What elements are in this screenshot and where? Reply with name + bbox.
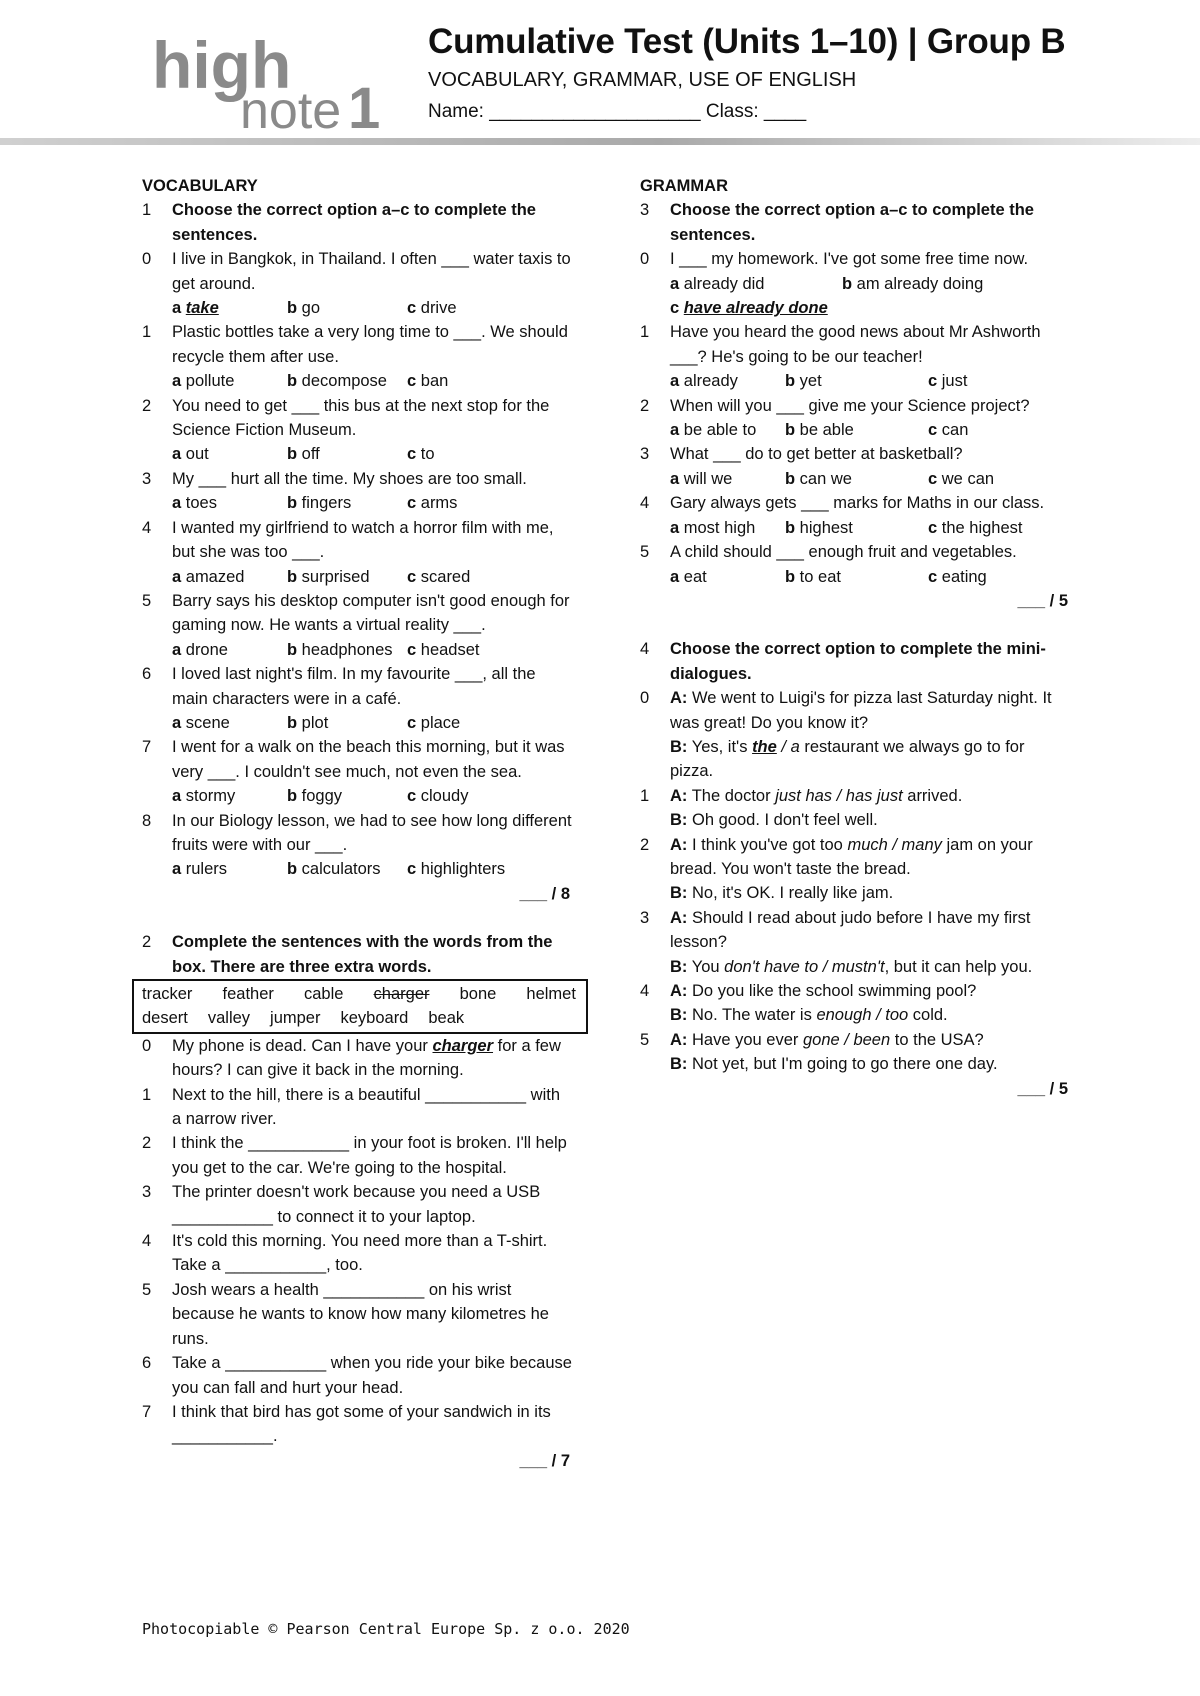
high-note-logo bbox=[152, 28, 392, 138]
vocabulary-column bbox=[142, 174, 576, 1473]
option-b: b decompose bbox=[287, 372, 387, 391]
exercise-4-instruction: 4 Choose the correct option to complete the mini-dialogues. bbox=[640, 640, 1046, 683]
answer-options bbox=[142, 369, 572, 393]
exercise-2-items bbox=[142, 1083, 572, 1449]
option-b: b surprised bbox=[287, 567, 370, 586]
box-word: jumper bbox=[270, 1009, 321, 1028]
box-word: helmet bbox=[526, 985, 576, 1003]
answer-options bbox=[142, 784, 572, 808]
word-box-row bbox=[134, 1006, 586, 1030]
option-c: c arms bbox=[407, 494, 458, 513]
dialogue-item: 1 A: The doctor just has / has just arrived. bbox=[640, 786, 963, 805]
dialogue-item: 4 A: Do you like the school swimming pool? bbox=[640, 982, 977, 1000]
option-c: c scared bbox=[407, 567, 471, 586]
option-c: c place bbox=[407, 713, 461, 732]
option-b: b calculators bbox=[287, 860, 381, 879]
box-word: bone bbox=[459, 985, 497, 1003]
grammar-heading: GRAMMAR bbox=[640, 177, 728, 195]
option-a: a will we bbox=[670, 469, 733, 488]
dialogue-item: B: No, it's OK. I really like jam. bbox=[670, 884, 894, 903]
box-word: valley bbox=[207, 1009, 251, 1028]
exercise-3-instruction: 3 Choose the correct option a–c to complete the sentences. bbox=[640, 201, 1034, 244]
option-b: b be able bbox=[785, 421, 854, 440]
option-a: a most high bbox=[670, 518, 756, 537]
option-b: b fingers bbox=[287, 494, 352, 513]
option-a: a stormy bbox=[172, 787, 236, 806]
option-b: b headphones bbox=[287, 640, 393, 659]
option-c: c the highest bbox=[928, 518, 1023, 537]
question-item: 3 My ___ hurt all the time. My shoes are too small. bbox=[142, 469, 527, 488]
box-word: beak bbox=[428, 1009, 465, 1028]
svg-text:1: 1 bbox=[348, 76, 381, 138]
option-b: b plot bbox=[287, 713, 329, 732]
example-answer: have already done bbox=[683, 299, 828, 318]
dialogue-item: 2 A: I think you've got too much / many jam on your bread. You won't taste the bread. bbox=[640, 835, 1033, 878]
svg-text:high: high bbox=[152, 28, 292, 102]
answer-options bbox=[640, 516, 1070, 540]
exercise-2-example: 0 My phone is dead. Can I have your charger for a few hours? I can give it back in the morning. bbox=[142, 1036, 561, 1080]
option-c: c ban bbox=[407, 372, 449, 391]
option-a: a rulers bbox=[172, 860, 228, 879]
option-b: b highest bbox=[785, 518, 853, 537]
option-a: a be able to bbox=[670, 421, 757, 440]
box-word: feather bbox=[222, 985, 274, 1003]
word-box bbox=[132, 979, 588, 1034]
answer-options bbox=[640, 418, 1070, 442]
sentence-item: 7 I think that bird has got some of your sandwich in its ___________. bbox=[142, 1402, 551, 1446]
option-a: a toes bbox=[172, 494, 217, 513]
example-answer: charger bbox=[432, 1036, 494, 1055]
question-item: 2 When will you ___ give me your Science project? bbox=[640, 396, 1030, 415]
exercise-1-score: ___ / 8 bbox=[519, 884, 570, 903]
option-b: b can we bbox=[785, 469, 852, 488]
answer-options bbox=[142, 565, 572, 589]
option-a: a pollute bbox=[172, 372, 235, 391]
sentence-item: 2 I think the ___________ in your foot is broken. I'll help you get to the car. We're going to the hospital. bbox=[142, 1134, 567, 1177]
question-item: 4 Gary always gets ___ marks for Maths in our class. bbox=[640, 494, 1045, 513]
exercise-4-score: ___ / 5 bbox=[1017, 1079, 1068, 1098]
option-c: c drive bbox=[407, 299, 457, 318]
sentence-item: 4 It's cold this morning. You need more than a T-shirt. Take a ___________, too. bbox=[142, 1232, 548, 1275]
sentence-item: 1 Next to the hill, there is a beautiful ___________ with a narrow river. bbox=[142, 1085, 561, 1129]
dialogue-item: 5 A: Have you ever gone / been to the USA? bbox=[640, 1030, 984, 1049]
question-item: 7 I went for a walk on the beach this morning, but it was very ___. I couldn't see much, not even the sea. bbox=[142, 738, 565, 781]
answer-options: c have already done bbox=[670, 299, 828, 318]
option-c: c eating bbox=[928, 567, 987, 586]
question-item: 8 In our Biology lesson, we had to see how long different fruits were with our ___. bbox=[142, 811, 572, 854]
answer-options bbox=[640, 565, 1070, 589]
box-word: cable bbox=[304, 985, 344, 1003]
name-class-line: Name: ____________________ Class: ____ bbox=[428, 101, 807, 122]
answer-options: a already did b am already doing bbox=[670, 274, 984, 293]
sentence-item: 3 The printer doesn't work because you need a USB ___________ to connect it to your laptop. bbox=[142, 1183, 541, 1226]
question-item: 1 Have you heard the good news about Mr Ashworth ___? He's going to be our teacher! bbox=[640, 323, 1041, 366]
question-item: 5 A child should ___ enough fruit and vegetables. bbox=[640, 543, 1017, 562]
footer-copyright: Photocopiable © Pearson Central Europe Sp. z o.o. 2020 bbox=[142, 1620, 630, 1638]
answer-options bbox=[640, 369, 1070, 393]
box-word: tracker bbox=[142, 985, 193, 1003]
answer-options bbox=[640, 467, 1070, 491]
dialogue-item: 3 A: Should I read about judo before I have my first lesson? bbox=[640, 908, 1031, 952]
header-rule bbox=[0, 138, 1200, 145]
option-b: b to eat bbox=[785, 567, 841, 586]
exercise-1-instruction: 1 Choose the correct option a–c to complete the sentences. bbox=[142, 201, 536, 244]
option-a: a drone bbox=[172, 640, 228, 659]
exercise-2-instruction: 2 Complete the sentences with the words from the box. There are three extra words. bbox=[142, 933, 553, 976]
sentence-item: 6 Take a ___________ when you ride your bike because you can fall and hurt your head. bbox=[142, 1354, 572, 1397]
question-item: 0 I ___ my homework. I've got some free time now. bbox=[640, 250, 1029, 269]
option-b: b foggy bbox=[287, 787, 343, 806]
option-c: c just bbox=[928, 372, 968, 391]
question-item: 3 What ___ do to get better at basketball? bbox=[640, 445, 963, 464]
option-c: c to bbox=[407, 445, 435, 464]
option-c: c headset bbox=[407, 640, 480, 659]
box-word: charger bbox=[373, 985, 430, 1003]
option-b: b off bbox=[287, 445, 320, 464]
answer-options bbox=[142, 296, 572, 320]
option-c: c highlighters bbox=[407, 860, 506, 879]
header bbox=[428, 20, 1168, 126]
dialogue-item: B: Oh good. I don't feel well. bbox=[670, 811, 878, 830]
page-subtitle: VOCABULARY, GRAMMAR, USE OF ENGLISH bbox=[428, 69, 857, 91]
option-a: a already bbox=[670, 372, 738, 391]
dialogue-item: B: You don't have to / mustn't, but it can help you. bbox=[670, 957, 1033, 976]
option-c: c cloudy bbox=[407, 787, 469, 806]
answer-options bbox=[142, 711, 572, 735]
example-answer: the bbox=[752, 737, 777, 756]
exercise-2-score: ___ / 7 bbox=[519, 1451, 570, 1470]
question-item: 6 I loved last night's film. In my favourite ___, all the main characters were in a café. bbox=[142, 665, 536, 708]
answer-options bbox=[142, 857, 572, 881]
question-item: 4 I wanted my girlfriend to watch a horror film with me, but she was too ___. bbox=[142, 518, 554, 562]
grammar-column bbox=[640, 174, 1070, 1101]
answer-options bbox=[142, 491, 572, 515]
option-a: a eat bbox=[670, 567, 707, 586]
question-item: 0 I live in Bangkok, in Thailand. I often ___ water taxis to get around. bbox=[142, 250, 571, 293]
option-a: a take bbox=[172, 299, 219, 318]
option-c: c can bbox=[928, 421, 969, 440]
exercise-3-score: ___ / 5 bbox=[1017, 591, 1068, 610]
option-a: a out bbox=[172, 445, 209, 464]
question-item: 1 Plastic bottles take a very long time to ___. We should recycle them after use. bbox=[142, 323, 568, 366]
sentence-item: 5 Josh wears a health ___________ on his wrist because he wants to know how many kilometres he runs. bbox=[142, 1280, 549, 1348]
box-word: keyboard bbox=[340, 1009, 409, 1028]
dialogue-item: 0 A: We went to Luigi's for pizza last Saturday night. It was great! Do you know it? bbox=[640, 689, 1052, 732]
page-title: Cumulative Test (Units 1–10) | Group B bbox=[428, 22, 1066, 61]
answer-options bbox=[142, 638, 572, 662]
option-b: b go bbox=[287, 299, 321, 318]
dialogue-item: B: Yes, it's the / a restaurant we always go to for pizza. bbox=[670, 737, 1025, 781]
option-a: a amazed bbox=[172, 567, 245, 586]
dialogue-item: B: Not yet, but I'm going to go there one day. bbox=[670, 1055, 998, 1074]
exercise-1-items bbox=[142, 247, 572, 882]
option-a: a scene bbox=[172, 713, 230, 732]
option-b: b yet bbox=[785, 372, 822, 391]
answer-options bbox=[142, 442, 572, 466]
box-word: desert bbox=[142, 1009, 188, 1028]
question-item: 5 Barry says his desktop computer isn't good enough for gaming now. He wants a virtual reality ___. bbox=[142, 591, 570, 635]
word-box-row bbox=[134, 982, 586, 1006]
exercise-3-items bbox=[640, 320, 1070, 588]
question-item: 2 You need to get ___ this bus at the next stop for the Science Fiction Museum. bbox=[142, 396, 550, 440]
vocabulary-heading: VOCABULARY bbox=[142, 177, 258, 195]
dialogue-item: B: No. The water is enough / too cold. bbox=[670, 1006, 948, 1025]
option-c: c we can bbox=[928, 469, 995, 488]
svg-text:note: note bbox=[240, 82, 342, 138]
